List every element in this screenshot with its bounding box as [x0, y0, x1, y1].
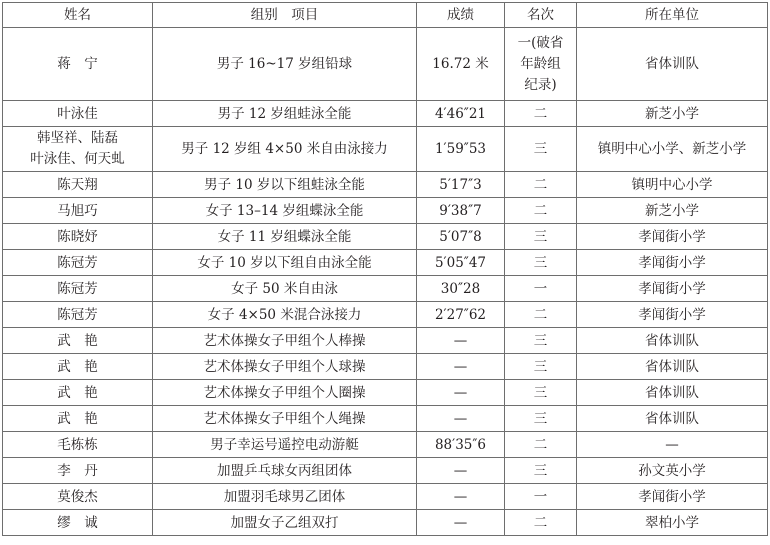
cell-event: 男子 12 岁组 4×50 米自由泳接力 — [153, 127, 417, 172]
cell-result: — — [417, 510, 505, 536]
cell-rank: 三 — [505, 328, 577, 354]
cell-name: 陈晓妤 — [3, 224, 153, 250]
cell-result: — — [417, 484, 505, 510]
cell-event: 女子 4×50 米混合泳接力 — [153, 302, 417, 328]
cell-unit: 翠柏小学 — [577, 510, 768, 536]
table-row — [3, 458, 768, 484]
cell-name: 蒋 宁 — [3, 28, 153, 101]
cell-name: 陈冠芳 — [3, 250, 153, 276]
cell-event: 艺术体操女子甲组个人绳操 — [153, 406, 417, 432]
header-result: 成绩 — [417, 3, 505, 28]
cell-event: 艺术体操女子甲组个人棒操 — [153, 328, 417, 354]
cell-unit: 孝闻街小学 — [577, 276, 768, 302]
cell-name: 叶泳佳 — [3, 101, 153, 127]
cell-rank: 三 — [505, 250, 577, 276]
cell-event: 艺术体操女子甲组个人球操 — [153, 354, 417, 380]
cell-result: 30″28 — [417, 276, 505, 302]
cell-rank: 三 — [505, 380, 577, 406]
cell-unit: 孝闻街小学 — [577, 484, 768, 510]
cell-event: 男子 10 岁以下组蛙泳全能 — [153, 172, 417, 198]
cell-name: 武 艳 — [3, 406, 153, 432]
table-row — [3, 432, 768, 458]
cell-unit: 省体训队 — [577, 380, 768, 406]
table-row — [3, 250, 768, 276]
cell-unit: — — [577, 432, 768, 458]
cell-rank: 二 — [505, 198, 577, 224]
cell-name: 李 丹 — [3, 458, 153, 484]
cell-name: 缪 诚 — [3, 510, 153, 536]
table-row — [3, 328, 768, 354]
table-row — [3, 198, 768, 224]
cell-result: — — [417, 354, 505, 380]
cell-rank: 二 — [505, 510, 577, 536]
cell-result: 16.72 米 — [417, 28, 505, 101]
table-row — [3, 127, 768, 172]
cell-unit: 孙文英小学 — [577, 458, 768, 484]
cell-event: 女子 50 米自由泳 — [153, 276, 417, 302]
cell-rank: 一 — [505, 484, 577, 510]
cell-event: 加盟羽毛球男乙团体 — [153, 484, 417, 510]
cell-unit: 省体训队 — [577, 328, 768, 354]
cell-name: 武 艳 — [3, 328, 153, 354]
cell-rank: 三 — [505, 354, 577, 380]
cell-event: 女子 13–14 岁组蝶泳全能 — [153, 198, 417, 224]
cell-rank: 三 — [505, 458, 577, 484]
header-name: 姓名 — [3, 3, 153, 28]
cell-name: 毛栋栋 — [3, 432, 153, 458]
cell-name: 陈冠芳 — [3, 276, 153, 302]
table-row — [3, 380, 768, 406]
cell-event: 加盟女子乙组双打 — [153, 510, 417, 536]
table-row — [3, 28, 768, 101]
cell-rank: 二 — [505, 432, 577, 458]
cell-name: 陈天翔 — [3, 172, 153, 198]
cell-result: 88′35″6 — [417, 432, 505, 458]
results-table — [2, 2, 768, 536]
cell-event: 女子 11 岁组蝶泳全能 — [153, 224, 417, 250]
cell-result: 4′46″21 — [417, 101, 505, 127]
header-row — [3, 3, 768, 28]
cell-result: — — [417, 328, 505, 354]
cell-event: 男子 16~17 岁组铅球 — [153, 28, 417, 101]
cell-name: 武 艳 — [3, 380, 153, 406]
cell-result: 5′07″8 — [417, 224, 505, 250]
header-event: 组别 项目 — [153, 3, 417, 28]
cell-rank: 三 — [505, 406, 577, 432]
table-row — [3, 510, 768, 536]
header-rank: 名次 — [505, 3, 577, 28]
cell-result: 9′38″7 — [417, 198, 505, 224]
cell-rank: 二 — [505, 302, 577, 328]
table-row — [3, 484, 768, 510]
cell-result: 5′17″3 — [417, 172, 505, 198]
cell-unit: 新芝小学 — [577, 101, 768, 127]
table-row — [3, 406, 768, 432]
cell-rank: 三 — [505, 224, 577, 250]
cell-unit: 孝闻街小学 — [577, 302, 768, 328]
cell-name: 陈冠芳 — [3, 302, 153, 328]
cell-result: 1′59″53 — [417, 127, 505, 172]
cell-unit: 孝闻街小学 — [577, 250, 768, 276]
cell-rank: 二 — [505, 101, 577, 127]
table-row — [3, 101, 768, 127]
cell-result: 2′27″62 — [417, 302, 505, 328]
cell-rank: 一(破省 年龄组 纪录) — [505, 28, 577, 101]
cell-unit: 镇明中心小学 — [577, 172, 768, 198]
cell-event: 女子 10 岁以下组自由泳全能 — [153, 250, 417, 276]
cell-name: 武 艳 — [3, 354, 153, 380]
cell-unit: 省体训队 — [577, 28, 768, 101]
table-row — [3, 276, 768, 302]
cell-rank: 二 — [505, 172, 577, 198]
cell-name: 莫俊杰 — [3, 484, 153, 510]
table-row — [3, 172, 768, 198]
cell-result: — — [417, 380, 505, 406]
cell-unit: 省体训队 — [577, 354, 768, 380]
cell-event: 加盟乒乓球女丙组团体 — [153, 458, 417, 484]
header-unit: 所在单位 — [577, 3, 768, 28]
cell-result: — — [417, 406, 505, 432]
cell-result: — — [417, 458, 505, 484]
cell-unit: 省体训队 — [577, 406, 768, 432]
cell-name: 马旭巧 — [3, 198, 153, 224]
cell-event: 艺术体操女子甲组个人圈操 — [153, 380, 417, 406]
table-row — [3, 224, 768, 250]
cell-unit: 镇明中心小学、新芝小学 — [577, 127, 768, 172]
cell-rank: 一 — [505, 276, 577, 302]
cell-event: 男子幸运号遥控电动游艇 — [153, 432, 417, 458]
cell-unit: 新芝小学 — [577, 198, 768, 224]
cell-result: 5′05″47 — [417, 250, 505, 276]
cell-unit: 孝闻街小学 — [577, 224, 768, 250]
table-row — [3, 302, 768, 328]
table-row — [3, 354, 768, 380]
cell-rank: 三 — [505, 127, 577, 172]
cell-event: 男子 12 岁组蛙泳全能 — [153, 101, 417, 127]
cell-name: 韩坚祥、陆磊 叶泳佳、何天虬 — [3, 127, 153, 172]
